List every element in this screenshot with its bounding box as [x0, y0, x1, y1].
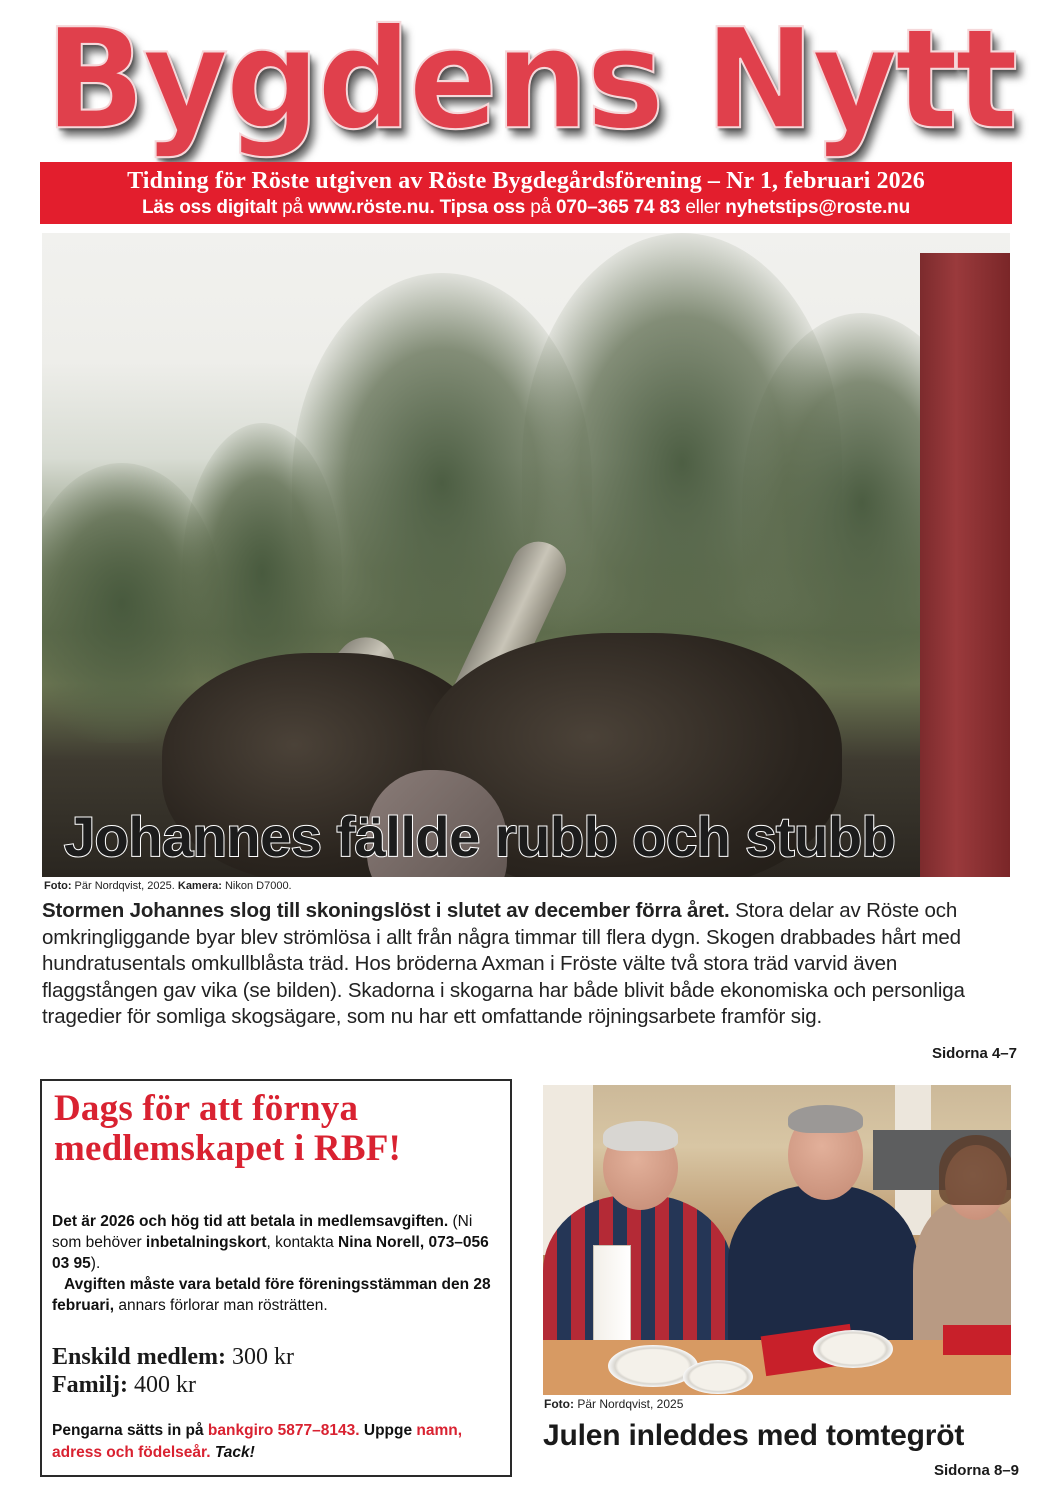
text-fragment: ). — [90, 1255, 101, 1272]
text-fragment: annars förlorar man rösträtten. — [114, 1297, 328, 1314]
required-fields: namn, adress och födelseår. — [52, 1422, 463, 1461]
issue-info: Tidning för Röste utgiven av Röste Bygdegårdsförening – Nr 1, februari 2026 — [127, 168, 925, 194]
text-fragment: på — [277, 197, 308, 218]
price-row — [52, 1343, 500, 1371]
price-label: Enskild medlem: — [52, 1344, 227, 1370]
text-bold: inbetalningskort — [145, 1234, 267, 1251]
lead-article-text — [42, 898, 1017, 1031]
contact-info — [40, 196, 1012, 220]
payment-info — [52, 1420, 500, 1464]
membership-title — [54, 1089, 500, 1169]
hair — [788, 1105, 863, 1133]
christmas-pages-reference: Sidorna 8–9 — [933, 1462, 1019, 1479]
hero-photo — [42, 233, 1010, 877]
thanks-text: Tack! — [214, 1444, 255, 1461]
hair — [603, 1121, 678, 1151]
text-fragment: Uppge — [359, 1422, 417, 1439]
christmas-photo-caption — [544, 1397, 683, 1411]
membership-paragraph — [52, 1274, 500, 1316]
christmas-headline: Julen inleddes med tomtegröt — [543, 1419, 965, 1452]
tip-phone: 070–365 74 83 — [556, 197, 681, 218]
caption-label: Foto: — [544, 1397, 574, 1411]
caption-label: Kamera: — [177, 880, 222, 892]
caption-value: Pär Nordqvist, 2025. — [71, 880, 178, 892]
contact-person: Nina Norell, 073–056 03 95 — [52, 1234, 489, 1272]
read-digital-label: Läs oss digitalt — [141, 197, 278, 218]
lead-body: Stora delar av Röste och omkringliggande byar blev strömlösa i allt från några timmar till flera dygn. Skogen drabbades hårt med hundratusentals omkullblåsta träd. Hos bröderna Axman i Fröste välte två stora träd varvid även flaggstången gav vika (se bilden). Skadorna i skogarna har både blivit både ekonomiska och personliga tragedier för somliga skogsägare, som nu har ett omfattande röjningsarbete framför sig. — [42, 899, 965, 1028]
lead-pages-reference: Sidorna 4–7 — [931, 1045, 1017, 1062]
napkin — [943, 1325, 1011, 1355]
caption-label: Foto: — [44, 880, 72, 892]
lead-intro: Stormen Johannes slog till skoningslöst i slutet av december förra året. — [42, 899, 730, 922]
tip-email-link[interactable]: nyhetstips@roste.nu — [725, 197, 910, 218]
text-fragment: (Ni som behöver — [52, 1213, 473, 1251]
price-row — [52, 1371, 500, 1399]
website-link[interactable]: www.röste.nu. Tipsa oss — [308, 197, 526, 218]
price-value: 300 kr — [232, 1344, 295, 1370]
text-fragment: på — [525, 197, 557, 218]
title-line: Dags för att förnya — [54, 1088, 359, 1129]
red-house — [920, 253, 1010, 877]
text-bold: Det är 2026 och hög tid att betala in medlemsavgiften. — [52, 1213, 449, 1230]
hair — [939, 1135, 1011, 1205]
hero-headline: Johannes fällde rubb och stubb — [64, 805, 896, 868]
christmas-photo — [543, 1085, 1011, 1395]
masthead — [0, 0, 1057, 160]
plate — [813, 1330, 893, 1368]
membership-paragraph — [52, 1211, 500, 1274]
caption-value: Nikon D7000. — [221, 880, 292, 892]
bankgiro-number: bankgiro 5877–8143. — [207, 1422, 360, 1439]
title-line: medlemskapet i RBF! — [54, 1128, 402, 1169]
hero-photo-caption — [44, 879, 292, 893]
price-label: Familj: — [52, 1372, 128, 1398]
text-fragment: Pengarna sätts in på — [52, 1422, 208, 1439]
plate — [683, 1360, 753, 1394]
text-fragment: , kontakta — [266, 1234, 339, 1251]
issue-banner — [40, 162, 1012, 224]
text-fragment: eller — [680, 197, 726, 218]
price-list — [52, 1343, 500, 1399]
price-value: 400 kr — [133, 1372, 196, 1398]
caption-value: Pär Nordqvist, 2025 — [573, 1397, 684, 1411]
newspaper-title: Bygdens Nytt — [44, 0, 1016, 161]
membership-box — [40, 1079, 512, 1477]
deadline-text: Avgiften måste vara betald före föreningsstämman den 28 februari, — [52, 1276, 491, 1314]
membership-body — [52, 1211, 500, 1316]
